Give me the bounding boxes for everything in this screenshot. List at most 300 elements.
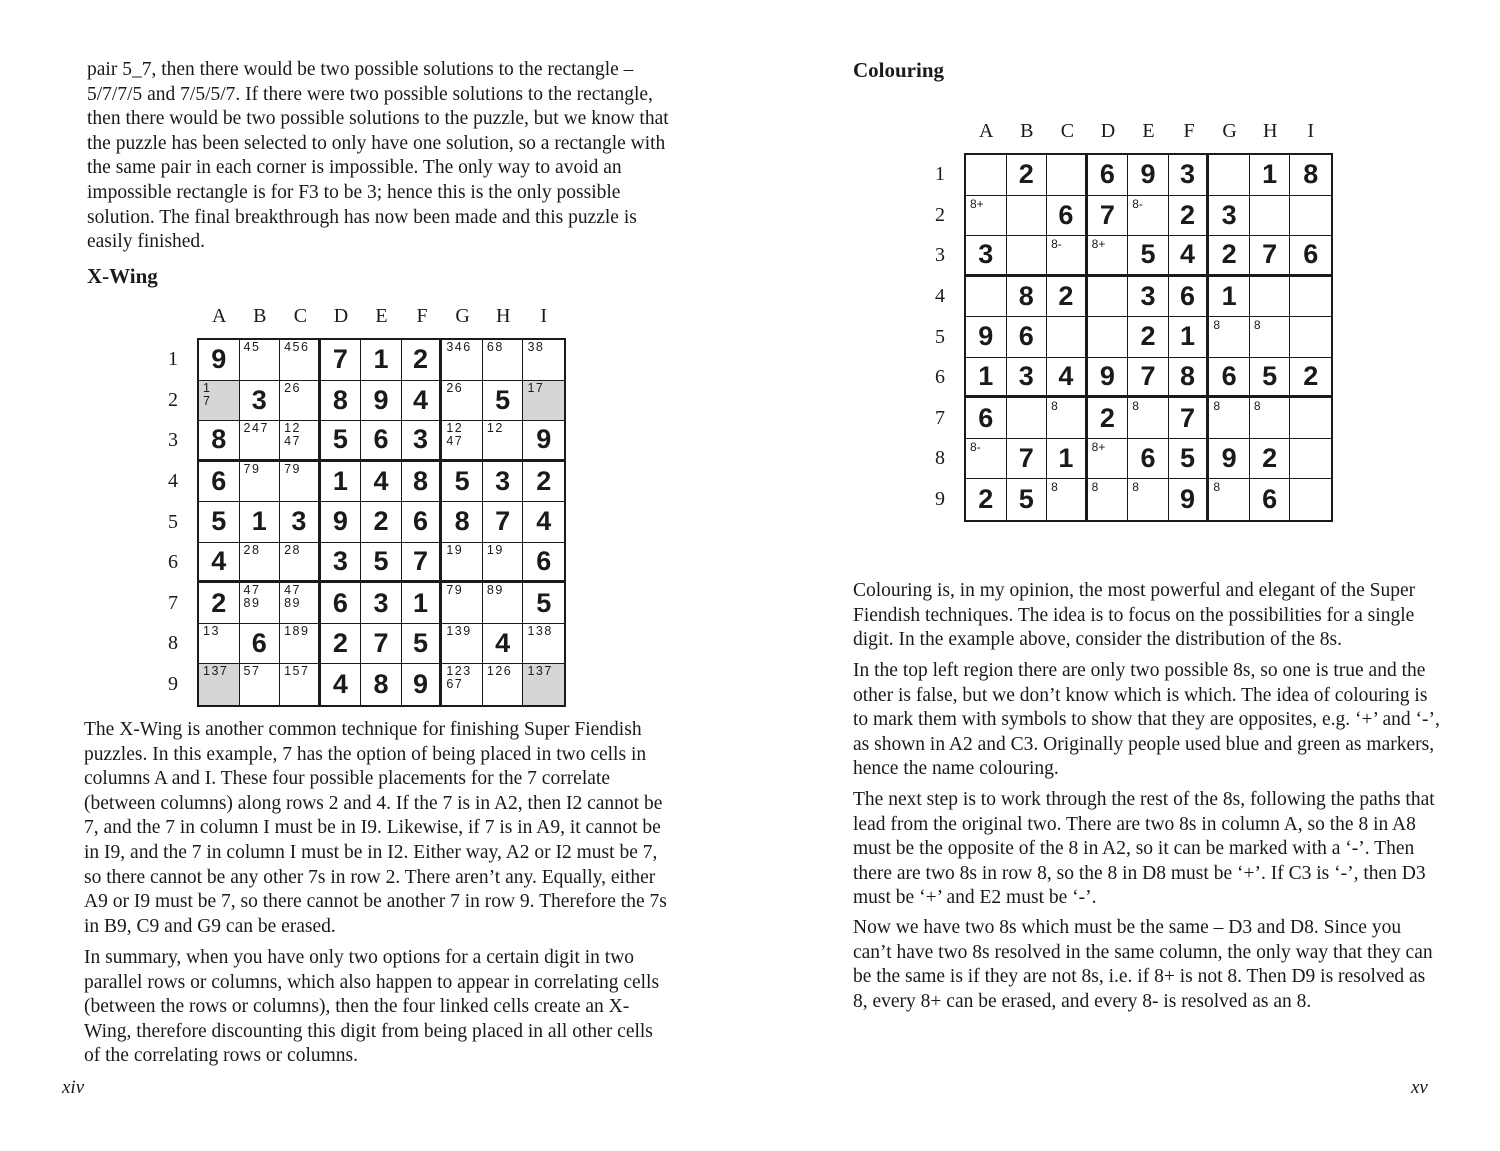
grid-cell-H9: [1250, 479, 1291, 520]
grid-cell-F9: [402, 664, 443, 705]
grid-cell-E3: [361, 421, 402, 462]
grid-cell-G3: [1209, 236, 1250, 277]
cell-value: 6: [1099, 159, 1115, 190]
cell-value: 9: [1140, 159, 1156, 190]
cell-value: 2: [373, 506, 389, 537]
cell-value: 6: [1303, 239, 1319, 270]
column-label-C: C: [1060, 120, 1075, 142]
cell-colour-marker: 8: [1051, 399, 1058, 414]
grid-cell-C2: [1047, 196, 1088, 237]
grid-cell-I4: [523, 462, 564, 503]
grid-cell-C8: [280, 624, 321, 665]
row-label-7: 7: [935, 406, 945, 429]
cell-value: 5: [413, 628, 429, 659]
cell-value: 3: [1221, 199, 1237, 230]
cell-candidates: 1 7: [203, 380, 212, 408]
grid-cell-D2: [321, 381, 362, 422]
cell-colour-marker: 8+: [970, 196, 984, 211]
cell-candidates: 123 67: [446, 664, 472, 692]
cell-value: 2: [1018, 159, 1034, 190]
grid-cell-G9: [1209, 479, 1250, 520]
grid-cell-I8: [1290, 439, 1331, 480]
row-label-8: 8: [168, 632, 178, 655]
grid-cell-I8: [523, 624, 564, 665]
grid-cell-A1: [199, 340, 240, 381]
grid-cell-F6: [1169, 358, 1210, 399]
cell-value: 5: [1018, 484, 1034, 515]
grid-cell-G1: [1209, 155, 1250, 196]
grid-cell-I7: [1290, 398, 1331, 439]
grid-cell-D5: [1088, 317, 1129, 358]
cell-colour-marker: 8: [1253, 399, 1261, 414]
grid-cell-H7: [483, 583, 524, 624]
grid-cell-H3: [1250, 236, 1291, 277]
grid-cell-G2: [1209, 196, 1250, 237]
row-label-4: 4: [168, 469, 178, 492]
grid-cell-G5: [1209, 317, 1250, 358]
grid-cell-I5: [523, 502, 564, 543]
left-paragraph-intro: pair 5_7, then there would be two possible solutions to the rectangle – 5/7/7/5 and 7/5/5/7. If there were two possible solutions to the rectangle, then there would be two possible solutions to the puzzle, but we know that the puzzle has been selected to only have one solution, so a rectangle with the same pair in each corner is impossible. The only way to avoid an impossible rectangle is for F3 to be 3; hence this is the only possible solution. The final breakthrough has now been made and this puzzle is easily finished.: [87, 59, 669, 253]
grid-cell-B6: [1007, 358, 1048, 399]
cell-value: 2: [536, 465, 552, 496]
grid-cell-B7: [240, 583, 281, 624]
cell-value: 5: [332, 424, 348, 455]
grid-cell-I9: [523, 664, 564, 705]
cell-value: 5: [536, 587, 552, 618]
row-label-1: 1: [935, 163, 945, 186]
cell-value: 5: [495, 384, 511, 415]
cell-candidates: 28: [284, 542, 302, 557]
column-label-F: F: [416, 305, 428, 327]
column-label-A: A: [979, 120, 994, 142]
cell-value: 6: [373, 424, 389, 455]
grid-cell-A5: [966, 317, 1007, 358]
grid-cell-D8: [1088, 439, 1129, 480]
grid-cell-H6: [1250, 358, 1291, 399]
grid-cell-A9: [966, 479, 1007, 520]
cell-value: 1: [1221, 280, 1237, 311]
cell-value: 6: [1018, 321, 1034, 352]
cell-value: 3: [413, 424, 429, 455]
cell-value: 8: [1180, 361, 1196, 392]
grid-cell-G4: [1209, 277, 1250, 318]
grid-cell-H4: [483, 462, 524, 503]
grid-cell-F3: [402, 421, 443, 462]
grid-cell-E8: [1128, 439, 1169, 480]
grid-cell-G3: [442, 421, 483, 462]
cell-candidates: 13: [203, 623, 220, 638]
column-label-E: E: [375, 305, 388, 327]
grid-cell-B7: [1007, 398, 1048, 439]
cell-colour-marker: 8: [1132, 399, 1139, 414]
grid-cell-H2: [483, 381, 524, 422]
right-page-number: xv: [1411, 1077, 1428, 1098]
grid-cell-F2: [402, 381, 443, 422]
grid-cell-A3: [966, 236, 1007, 277]
grid-cell-C4: [280, 462, 321, 503]
cell-candidates: 346: [446, 340, 472, 354]
cell-candidates: 47 89: [243, 583, 261, 611]
cell-candidates: 12 47: [446, 421, 464, 449]
grid-cell-F4: [1169, 277, 1210, 318]
row-label-5: 5: [168, 510, 178, 533]
cell-value: 3: [251, 384, 267, 415]
cell-value: 2: [1099, 402, 1115, 433]
grid-cell-E2: [361, 381, 402, 422]
grid-cell-F4: [402, 462, 443, 503]
grid-cell-B2: [1007, 196, 1048, 237]
cell-value: 2: [978, 484, 994, 515]
cell-value: 8: [211, 424, 227, 455]
cell-colour-marker: 8-: [970, 439, 981, 454]
grid-cell-H7: [1250, 398, 1291, 439]
grid-cell-I6: [1290, 358, 1331, 399]
cell-colour-marker: 8-: [1132, 196, 1143, 211]
grid-cell-A4: [966, 277, 1007, 318]
cell-value: 4: [211, 546, 227, 577]
grid-cell-B4: [1007, 277, 1048, 318]
column-label-B: B: [253, 305, 267, 327]
grid-cell-I1: [1290, 155, 1331, 196]
grid-cell-D9: [1088, 479, 1129, 520]
column-label-A: A: [212, 305, 227, 327]
cell-colour-marker: 8: [1253, 318, 1261, 333]
grid-cell-H5: [1250, 317, 1291, 358]
cell-value: 2: [1262, 443, 1278, 474]
grid-cell-G9: [442, 664, 483, 705]
cell-value: 9: [413, 669, 429, 700]
grid-cell-A8: [199, 624, 240, 665]
cell-value: 5: [211, 506, 227, 537]
grid-cell-G7: [442, 583, 483, 624]
grid-cell-C8: [1047, 439, 1088, 480]
grid-cell-E9: [361, 664, 402, 705]
cell-value: 6: [1140, 443, 1156, 474]
grid-cell-C3: [1047, 236, 1088, 277]
grid-cell-C5: [280, 502, 321, 543]
grid-cell-A7: [199, 583, 240, 624]
cell-value: 2: [332, 628, 348, 659]
grid-cell-G8: [1209, 439, 1250, 480]
cell-value: 8: [1303, 159, 1319, 190]
grid-cell-B5: [1007, 317, 1048, 358]
cell-value: 7: [1140, 361, 1156, 392]
cell-value: 5: [1180, 443, 1196, 474]
cell-value: 3: [1180, 159, 1196, 190]
grid-cell-E4: [361, 462, 402, 503]
left-paragraph-summary: In summary, when you have only two options for a certain digit in two parallel rows or columns, which also happen to appear in correlating cells (between the rows or columns), then the four linked cells create an X-Wing, therefore discounting this digit from being placed in all other cells of the correlating rows or columns.: [84, 947, 660, 1067]
grid-cell-F9: [1169, 479, 1210, 520]
cell-candidates: 19: [486, 542, 504, 557]
cell-value: 4: [1180, 239, 1196, 270]
cell-value: 6: [978, 402, 994, 433]
grid-cell-H6: [483, 543, 524, 584]
grid-cell-I1: [523, 340, 564, 381]
cell-candidates: 57: [243, 664, 261, 679]
cell-value: 1: [1262, 159, 1278, 190]
grid-cell-A3: [199, 421, 240, 462]
grid-cell-H5: [483, 502, 524, 543]
grid-cell-H1: [483, 340, 524, 381]
cell-value: 1: [332, 465, 348, 496]
cell-candidates: 26: [446, 380, 464, 395]
cell-value: 6: [211, 465, 227, 496]
cell-value: 6: [413, 506, 429, 537]
grid-cell-D5: [321, 502, 362, 543]
column-label-E: E: [1142, 120, 1155, 142]
cell-value: 3: [373, 587, 389, 618]
cell-value: 8: [373, 669, 389, 700]
cell-value: 5: [373, 546, 389, 577]
right-paragraph-conclusion: Now we have two 8s which must be the same – D3 and D8. Since you can’t have two 8s resolved in the same column, the only way that they can be the same is if they are not 8s, i.e. if 8+ is not 8. Then D9 is resolved as 8, every 8+ can be erased, and every 8- is resolved as an 8.: [853, 917, 1433, 1012]
row-label-1: 1: [168, 348, 178, 371]
column-label-I: I: [540, 305, 548, 327]
colouring-sudoku-grid: [964, 153, 1333, 522]
grid-cell-D3: [321, 421, 362, 462]
grid-cell-E7: [361, 583, 402, 624]
cell-candidates: 456: [284, 340, 310, 354]
xwing-heading: X-Wing: [87, 264, 158, 288]
grid-cell-B8: [240, 624, 281, 665]
grid-cell-B8: [1007, 439, 1048, 480]
grid-cell-D9: [321, 664, 362, 705]
left-paragraph-xwing-explanation: The X-Wing is another common technique for finishing Super Fiendish puzzles. In this example, 7 has the option of being placed in two cells in columns A and I. These four possible placements for the 7 correlate (between columns) along rows 2 and 4. If the 7 is in A2, then I2 cannot be 7, and the 7 in column I must be in I9. Likewise, if 7 is in A9, it cannot be in I9, and the 7 in column I must be in I2. Either way, A2 or I2 must be 7, so there cannot be any other 7s in row 2. There aren’t any. Equally, either A9 or I9 must be 7, so there cannot be another 7 in row 9. Therefore the 7s in B9, C9 and G9 can be erased.: [84, 719, 667, 937]
grid-cell-C3: [280, 421, 321, 462]
grid-cell-C6: [280, 543, 321, 584]
grid-cell-A6: [199, 543, 240, 584]
grid-cell-I3: [1290, 236, 1331, 277]
grid-cell-E1: [361, 340, 402, 381]
grid-cell-E2: [1128, 196, 1169, 237]
cell-value: 9: [1221, 443, 1237, 474]
cell-value: 1: [251, 506, 267, 537]
cell-value: 7: [1099, 199, 1115, 230]
grid-cell-E9: [1128, 479, 1169, 520]
cell-value: 6: [1180, 280, 1196, 311]
cell-value: 9: [1099, 361, 1115, 392]
column-label-H: H: [495, 305, 511, 327]
cell-candidates: 47 89: [284, 583, 302, 611]
grid-cell-G8: [442, 624, 483, 665]
grid-cell-C9: [1047, 479, 1088, 520]
column-label-I: I: [1307, 120, 1315, 142]
grid-cell-E6: [361, 543, 402, 584]
row-label-6: 6: [935, 366, 945, 389]
grid-cell-B6: [240, 543, 281, 584]
cell-value: 6: [536, 546, 552, 577]
cell-candidates: 38: [527, 340, 545, 354]
cell-value: 9: [536, 424, 552, 455]
grid-cell-G6: [442, 543, 483, 584]
cell-value: 1: [373, 344, 389, 375]
cell-candidates: 12 47: [284, 421, 302, 449]
cell-colour-marker: 8+: [1091, 439, 1106, 454]
cell-candidates: 157: [284, 664, 310, 679]
grid-cell-E7: [1128, 398, 1169, 439]
grid-cell-I6: [523, 543, 564, 584]
grid-cell-F1: [1169, 155, 1210, 196]
grid-cell-B1: [240, 340, 281, 381]
cell-value: 6: [251, 628, 267, 659]
cell-value: 2: [1140, 321, 1156, 352]
cell-candidates: 79: [243, 461, 261, 476]
grid-cell-E3: [1128, 236, 1169, 277]
cell-value: 4: [373, 465, 389, 496]
grid-cell-E6: [1128, 358, 1169, 399]
cell-candidates: 89: [486, 583, 504, 598]
grid-cell-I2: [523, 381, 564, 422]
cell-colour-marker: 8: [1091, 480, 1099, 495]
grid-cell-D3: [1088, 236, 1129, 277]
cell-value: 9: [373, 384, 389, 415]
cell-candidates: 19: [446, 542, 464, 557]
cell-colour-marker: 8: [1213, 318, 1221, 333]
grid-cell-G6: [1209, 358, 1250, 399]
grid-cell-C6: [1047, 358, 1088, 399]
grid-cell-F6: [402, 543, 443, 584]
cell-value: 8: [1018, 280, 1034, 311]
grid-cell-I7: [523, 583, 564, 624]
cell-value: 2: [413, 344, 429, 375]
grid-cell-D2: [1088, 196, 1129, 237]
cell-colour-marker: 8: [1051, 480, 1058, 495]
cell-candidates: 12: [486, 421, 504, 436]
cell-value: 6: [332, 587, 348, 618]
row-label-3: 3: [935, 244, 945, 267]
grid-cell-F3: [1169, 236, 1210, 277]
grid-cell-B5: [240, 502, 281, 543]
cell-value: 3: [495, 465, 511, 496]
grid-cell-A7: [966, 398, 1007, 439]
grid-cell-I5: [1290, 317, 1331, 358]
grid-cell-D6: [321, 543, 362, 584]
cell-value: 2: [1221, 239, 1237, 270]
left-page-number: xiv: [62, 1077, 85, 1098]
grid-cell-I3: [523, 421, 564, 462]
grid-cell-D7: [1088, 398, 1129, 439]
right-paragraph-top-left-region: In the top left region there are only two possible 8s, so one is true and the other is false, but we don’t know which is which. The idea of colouring is to mark them with symbols to show that they are opposites, e.g. ‘+’ and ‘-’, as shown in A2 and C3. Originally people used blue and green as markers, hence the name colouring.: [853, 660, 1440, 780]
grid-cell-D6: [1088, 358, 1129, 399]
cell-value: 7: [1180, 402, 1196, 433]
grid-cell-D1: [1088, 155, 1129, 196]
grid-cell-B3: [240, 421, 281, 462]
grid-cell-I2: [1290, 196, 1331, 237]
cell-value: 3: [291, 506, 307, 537]
grid-cell-A2: [966, 196, 1007, 237]
cell-colour-marker: 8+: [1091, 237, 1106, 252]
row-label-5: 5: [935, 325, 945, 348]
cell-value: 4: [332, 669, 348, 700]
grid-cell-I4: [1290, 277, 1331, 318]
grid-cell-C9: [280, 664, 321, 705]
grid-cell-D4: [1088, 277, 1129, 318]
column-label-D: D: [333, 305, 349, 327]
cell-value: 4: [1058, 361, 1074, 392]
cell-value: 7: [413, 546, 429, 577]
cell-candidates: 137: [203, 664, 229, 679]
row-label-9: 9: [935, 487, 945, 510]
cell-candidates: 247: [243, 421, 269, 436]
cell-candidates: 79: [284, 461, 302, 476]
grid-cell-E5: [1128, 317, 1169, 358]
cell-value: 9: [1180, 484, 1196, 515]
grid-cell-A8: [966, 439, 1007, 480]
grid-cell-A4: [199, 462, 240, 503]
grid-cell-C1: [280, 340, 321, 381]
cell-candidates: 138: [527, 623, 553, 638]
column-label-F: F: [1183, 120, 1195, 142]
row-label-9: 9: [168, 672, 178, 695]
row-label-6: 6: [168, 551, 178, 574]
cell-value: 2: [1058, 280, 1074, 311]
column-label-C: C: [293, 305, 308, 327]
xwing-sudoku-grid: [197, 338, 566, 707]
right-paragraph-intro: Colouring is, in my opinion, the most powerful and elegant of the Super Fiendish techniques. The idea is to focus on the possibilities for a single digit. In the example above, consider the distribution of the 8s.: [853, 580, 1416, 651]
cell-value: 9: [978, 321, 994, 352]
cell-candidates: 68: [486, 340, 504, 354]
grid-cell-H8: [483, 624, 524, 665]
grid-cell-B9: [240, 664, 281, 705]
cell-value: 6: [1058, 199, 1074, 230]
row-label-2: 2: [935, 203, 945, 226]
cell-value: 6: [1221, 361, 1237, 392]
grid-cell-F5: [402, 502, 443, 543]
row-label-8: 8: [935, 447, 945, 470]
grid-cell-F7: [402, 583, 443, 624]
cell-value: 3: [978, 239, 994, 270]
cell-value: 7: [495, 506, 511, 537]
cell-candidates: 79: [446, 583, 464, 598]
cell-value: 7: [373, 628, 389, 659]
grid-cell-G5: [442, 502, 483, 543]
row-label-2: 2: [168, 388, 178, 411]
grid-cell-B1: [1007, 155, 1048, 196]
cell-colour-marker: 8: [1132, 480, 1139, 495]
cell-value: 4: [536, 506, 552, 537]
cell-candidates: 45: [243, 340, 261, 354]
cell-colour-marker: 8-: [1051, 237, 1062, 252]
grid-cell-H1: [1250, 155, 1291, 196]
grid-cell-E8: [361, 624, 402, 665]
grid-cell-D4: [321, 462, 362, 503]
grid-cell-H2: [1250, 196, 1291, 237]
cell-value: 4: [495, 628, 511, 659]
grid-cell-A5: [199, 502, 240, 543]
cell-value: 9: [332, 506, 348, 537]
grid-cell-G1: [442, 340, 483, 381]
grid-cell-H3: [483, 421, 524, 462]
grid-cell-C4: [1047, 277, 1088, 318]
cell-value: 3: [332, 546, 348, 577]
cell-value: 2: [211, 587, 227, 618]
grid-cell-C7: [280, 583, 321, 624]
grid-cell-A1: [966, 155, 1007, 196]
grid-cell-G2: [442, 381, 483, 422]
grid-cell-A6: [966, 358, 1007, 399]
grid-cell-B2: [240, 381, 281, 422]
cell-value: 1: [978, 361, 994, 392]
grid-cell-F2: [1169, 196, 1210, 237]
cell-value: 7: [1262, 239, 1278, 270]
grid-cell-B4: [240, 462, 281, 503]
grid-cell-F8: [1169, 439, 1210, 480]
cell-candidates: 139: [446, 623, 472, 638]
grid-cell-C2: [280, 381, 321, 422]
cell-value: 4: [413, 384, 429, 415]
cell-candidates: 28: [243, 542, 261, 557]
cell-value: 9: [211, 344, 227, 375]
colouring-heading: Colouring: [853, 58, 945, 82]
